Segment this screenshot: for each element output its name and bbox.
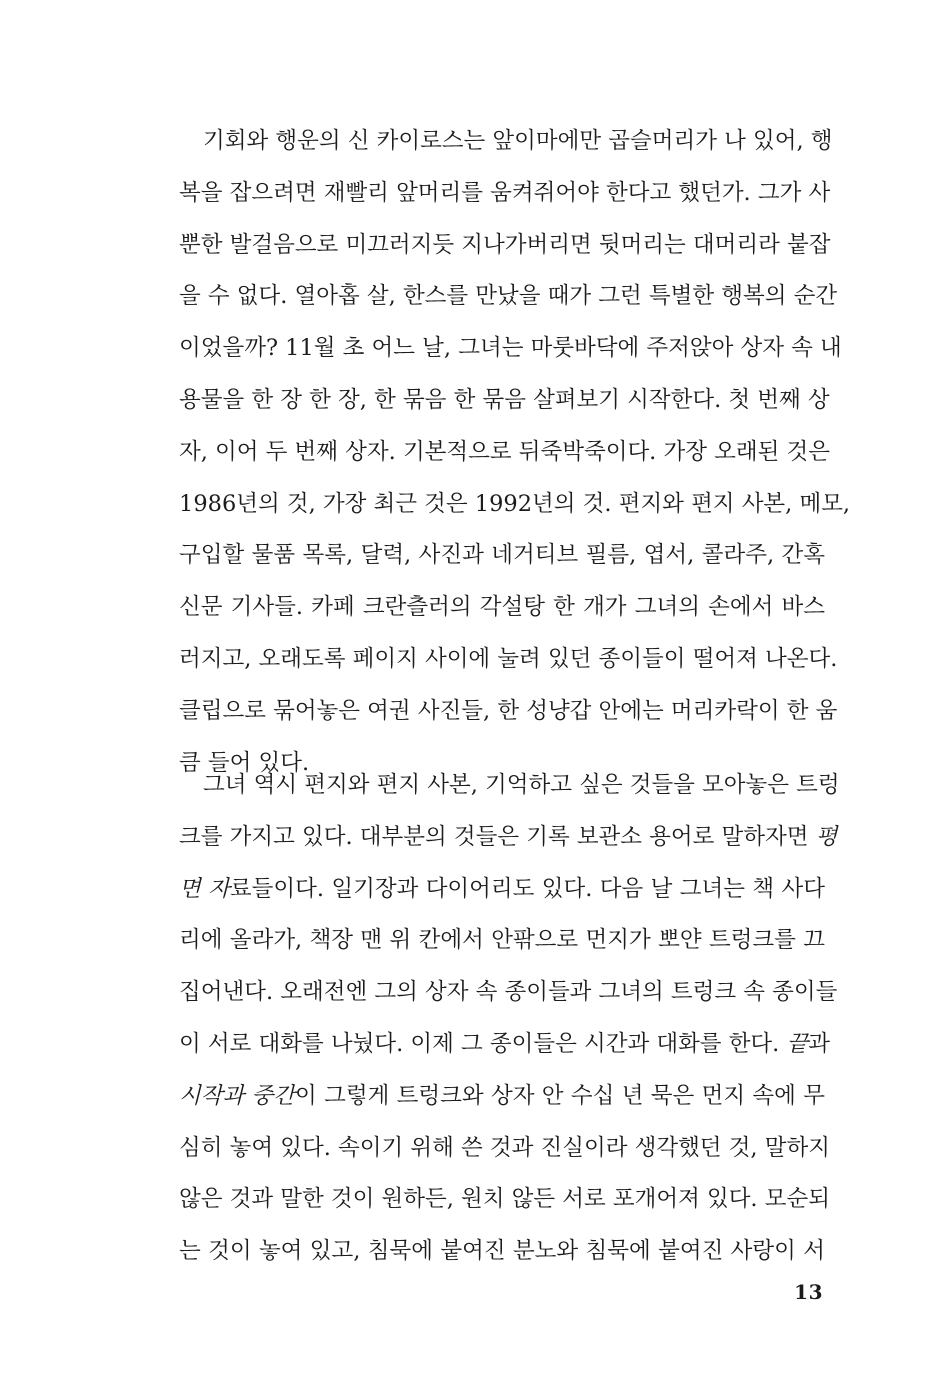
paragraph-1 xyxy=(179,116,851,789)
italic-term: 끝 xyxy=(786,1030,809,1057)
text-line: 기회와 행운의 신 카이로스는 앞이마에만 곱슬머리가 나 있어, 행 xyxy=(203,128,833,154)
text-line: 1986년의 것, 가장 최근 것은 1992년의 것. 편지와 편지 사본, 메모, xyxy=(179,490,851,517)
text-line xyxy=(179,864,825,916)
text-line: 리에 올라가, 책장 맨 위 칸에서 안팎으로 먼지가 뽀얀 트렁크를 끄 xyxy=(179,927,825,954)
text-segment: 료들이다. 일기장과 다이어리도 있다. 다음 날 그녀는 책 사다 xyxy=(229,875,825,902)
text-segment: 이 서로 대화를 나눴다. 이제 그 종이들은 시간과 대화를 한다. xyxy=(179,1030,787,1057)
text-line: 않은 것과 말한 것이 원하든, 원치 않든 서로 포개어져 있다. 모순되 xyxy=(179,1186,830,1213)
text-line: 큼 들어 있다. xyxy=(179,749,310,776)
italic-term: 시작과 중간 xyxy=(179,1082,296,1109)
italic-term: 평 xyxy=(815,823,838,850)
text-line: 그녀 역시 편지와 편지 사본, 기억하고 싶은 것들을 모아놓은 트렁 xyxy=(203,772,840,798)
italic-term: 면 자 xyxy=(179,875,230,902)
page-number: 13 xyxy=(794,1280,823,1304)
text-line: 는 것이 놓여 있고, 침묵에 붙여진 분노와 침묵에 붙여진 사랑이 서 xyxy=(179,1238,825,1265)
text-line: 을 수 없다. 열아홉 살, 한스를 만났을 때가 그런 특별한 행복의 순간 xyxy=(179,283,838,310)
text-line: 클립으로 묶어놓은 여권 사진들, 한 성냥갑 안에는 머리카락이 한 움 xyxy=(179,697,838,724)
text-line: 심히 놓여 있다. 속이기 위해 쓴 것과 진실이라 생각했던 것, 말하지 xyxy=(179,1134,830,1161)
text-line xyxy=(179,1019,830,1071)
text-segment: 이 그렇게 트렁크와 상자 안 수십 년 묵은 먼지 속에 무 xyxy=(295,1082,825,1109)
text-line: 이었을까? 11월 초 어느 날, 그녀는 마룻바닥에 주저앉아 상자 속 내 xyxy=(179,335,842,362)
text-line: 집어낸다. 오래전엔 그의 상자 속 종이들과 그녀의 트렁크 속 종이들 xyxy=(179,979,838,1006)
text-line xyxy=(179,812,838,864)
text-line: 뿐한 발걸음으로 미끄러지듯 지나가버리면 뒷머리는 대머리라 붙잡 xyxy=(179,231,831,258)
paragraph-2 xyxy=(179,760,840,1278)
text-segment: 크를 가지고 있다. 대부분의 것들은 기록 보관소 용어로 말하자면 xyxy=(179,823,816,850)
text-segment: 과 xyxy=(808,1030,830,1057)
text-line: 복을 잡으려면 재빨리 앞머리를 움켜쥐어야 한다고 했던가. 그가 사 xyxy=(179,179,831,206)
text-line xyxy=(179,1071,825,1123)
text-line: 러지고, 오래도록 페이지 사이에 눌려 있던 종이들이 떨어져 나온다. xyxy=(179,645,838,672)
text-line: 용물을 한 장 한 장, 한 묶음 한 묶음 살펴보기 시작한다. 첫 번째 상 xyxy=(179,386,830,413)
text-line: 구입할 물품 목록, 달력, 사진과 네거티브 필름, 엽서, 콜라주, 간혹 xyxy=(179,542,825,569)
text-line: 자, 이어 두 번째 상자. 기본적으로 뒤죽박죽이다. 가장 오래된 것은 xyxy=(179,438,830,465)
text-line: 신문 기사들. 카페 크란츨러의 각설탕 한 개가 그녀의 손에서 바스 xyxy=(179,594,825,621)
